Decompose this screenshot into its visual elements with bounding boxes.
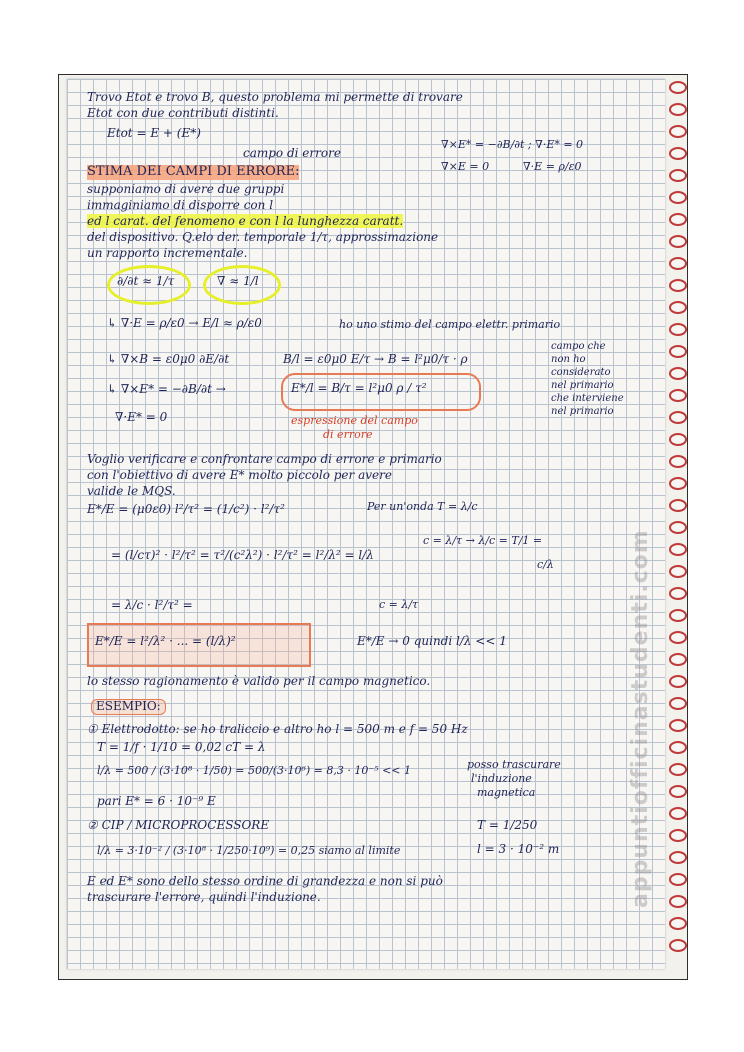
spiral-binding: [665, 81, 687, 971]
section-heading: STIMA DEI CAMPI DI ERRORE:: [87, 164, 300, 179]
example-2-period: T = 1/250: [477, 818, 538, 832]
spiral-ring: [669, 235, 687, 248]
spiral-ring: [669, 763, 687, 776]
paragraph-line-3: [87, 215, 403, 229]
spiral-ring: [669, 741, 687, 754]
c-relation-3: c = λ/τ: [379, 598, 419, 611]
boxed-ratio: E*/E = l²/λ² · ... = (l/λ)²: [95, 634, 236, 648]
ratio-line-2: = (l/cτ)² · l²/τ² = τ²/(c²λ²) · l²/τ² = l²/λ² = l/λ: [111, 548, 374, 562]
conclusion: E*/E → 0 quindi l/λ << 1: [357, 634, 507, 648]
spiral-ring: [669, 301, 687, 314]
curl-b-line: ↳ ∇×B = ε0μ0 ∂E/∂t: [107, 352, 230, 366]
spiral-ring: [669, 367, 687, 380]
side-note-2: non ho: [551, 354, 586, 365]
spiral-ring: [669, 125, 687, 138]
example-1-ratio: l/λ = 500 / (3·10⁸ · 1/50) = 500/(3·10⁶) = 8,3 · 10⁻⁵ << 1: [97, 764, 412, 777]
divergence-line: ↳ ∇·E = ρ/ε0 → E/l ≈ ρ/ε0: [107, 316, 262, 330]
curl-e-equation: ∇×E = 0: [441, 160, 490, 173]
example-2-title: ② CIP / MICROPROCESSORE: [87, 818, 270, 832]
esempio-label: ESEMPIO:: [91, 699, 166, 715]
notebook-page-photo: [58, 74, 688, 980]
paragraph-line-4: del dispositivo. Q.elo der. temporale 1/τ, approssimazione: [87, 230, 439, 244]
example-1-note-2: l'induzione: [471, 772, 532, 785]
example-1-period: T = 1/f · 1/10 = 0,02 cT = λ: [97, 740, 266, 754]
div-e-star-line: ∇·E* = 0: [115, 410, 168, 424]
spiral-ring: [669, 785, 687, 798]
spiral-ring: [669, 279, 687, 292]
side-note-1: campo che: [551, 341, 606, 352]
per-un-onda: Per un'onda T = λ/c: [367, 500, 478, 513]
spiral-ring: [669, 257, 687, 270]
div-e-equation: ∇·E = ρ/ε0: [523, 160, 582, 173]
curl-b-result: B/l = ε0μ0 E/τ → B = l²μ0/τ · ρ: [283, 352, 468, 366]
spiral-ring: [669, 653, 687, 666]
approx-time-derivative: ∂/∂t ≈ 1/τ: [117, 274, 175, 288]
boxed-error-field-expression: E*/l = B/τ = l²μ0 ρ / τ²: [291, 381, 427, 395]
spiral-ring: [669, 873, 687, 886]
ratio-line-1: E*/E = (μ0ε0) l²/τ² = (1/c²) · l²/τ²: [87, 502, 285, 516]
highlighted-text: ed l carat. del fenomeno e con l la lunghezza caratt.: [87, 214, 404, 228]
intro-line-2: Etot con due contributi distinti.: [87, 106, 279, 120]
spiral-ring: [669, 455, 687, 468]
spiral-ring: [669, 191, 687, 204]
final-line-2: trascurare l'errore, quindi l'induzione.: [87, 890, 321, 904]
final-line-1: E ed E* sono dello stesso ordine di grandezza e non si può: [87, 874, 443, 888]
spiral-ring: [669, 565, 687, 578]
paragraph-line-5: un rapporto incrementale.: [87, 246, 248, 260]
side-note-5: che interviene: [551, 393, 624, 404]
side-note-3: considerato: [551, 367, 611, 378]
example-1-estar: pari E* = 6 · 10⁻⁹ E: [97, 794, 216, 808]
spiral-ring: [669, 829, 687, 842]
c-relation: c = λ/τ → λ/c = T/1 =: [423, 534, 543, 547]
example-1-title: ① Elettrodotto: se ho traliccio e altro ho l = 500 m e f = 50 Hz: [87, 722, 468, 736]
verify-line-2: con l'obiettivo di avere E* molto piccolo per avere: [87, 468, 392, 482]
spiral-ring: [669, 521, 687, 534]
verify-line-1: Voglio verificare e confrontare campo di errore e primario: [87, 452, 442, 466]
verify-line-3: valide le MQS.: [87, 484, 176, 498]
grid-paper-sheet: [67, 79, 665, 969]
spiral-ring: [669, 609, 687, 622]
approx-nabla: ∇ ≈ 1/l: [217, 274, 259, 288]
curl-e-star-line: ↳ ∇×E* = −∂B/∂t →: [107, 382, 226, 396]
ratio-line-3: = λ/c · l²/τ² =: [111, 598, 193, 612]
spiral-ring: [669, 499, 687, 512]
campo-errore-label: campo di errore: [243, 146, 341, 160]
example-1-note-3: magnetica: [477, 786, 536, 799]
spiral-ring: [669, 851, 687, 864]
side-note-4: nel primario: [551, 380, 614, 391]
paragraph-line-2: immaginiamo di disporre con l: [87, 198, 274, 212]
etot-formula: Etot = E + (E*): [107, 126, 201, 140]
spiral-ring: [669, 543, 687, 556]
curl-e-star-equation: ∇×E* = −∂B/∂t ; ∇·E* = 0: [441, 138, 584, 151]
spiral-ring: [669, 433, 687, 446]
spiral-ring: [669, 213, 687, 226]
spiral-ring: [669, 587, 687, 600]
spiral-ring: [669, 895, 687, 908]
spiral-ring: [669, 147, 687, 160]
spiral-ring: [669, 807, 687, 820]
magnetic-field-note: lo stesso ragionamento è valido per il campo magnetico.: [87, 674, 431, 688]
paragraph-line-1: supponiamo di avere due gruppi: [87, 182, 285, 196]
divergence-note: ho uno stimo del campo elettr. primario: [339, 318, 561, 331]
watermark-text: appuntiofficinastudenti.com: [628, 529, 653, 908]
spiral-ring: [669, 631, 687, 644]
expression-label-1: espressione del campo: [291, 414, 418, 427]
spiral-ring: [669, 917, 687, 930]
spiral-ring: [669, 477, 687, 490]
example-1-note-1: posso trascurare: [467, 758, 561, 771]
spiral-ring: [669, 81, 687, 94]
example-2-ratio: l/λ = 3·10⁻² / (3·10⁸ · 1/250·10⁹) = 0,25 siamo al limite: [97, 844, 401, 857]
c-relation-2: c/λ: [537, 558, 554, 571]
expression-label-2: di errore: [323, 428, 373, 441]
intro-line-1: Trovo Etot e trovo B, questo problema mi permette di trovare: [87, 90, 463, 104]
spiral-ring: [669, 675, 687, 688]
spiral-ring: [669, 169, 687, 182]
example-2-length: l = 3 · 10⁻² m: [477, 842, 560, 856]
spiral-ring: [669, 323, 687, 336]
spiral-ring: [669, 939, 687, 952]
spiral-ring: [669, 719, 687, 732]
spiral-ring: [669, 345, 687, 358]
side-note-6: nel primario: [551, 406, 614, 417]
spiral-ring: [669, 103, 687, 116]
spiral-ring: [669, 411, 687, 424]
spiral-ring: [669, 389, 687, 402]
spiral-ring: [669, 697, 687, 710]
